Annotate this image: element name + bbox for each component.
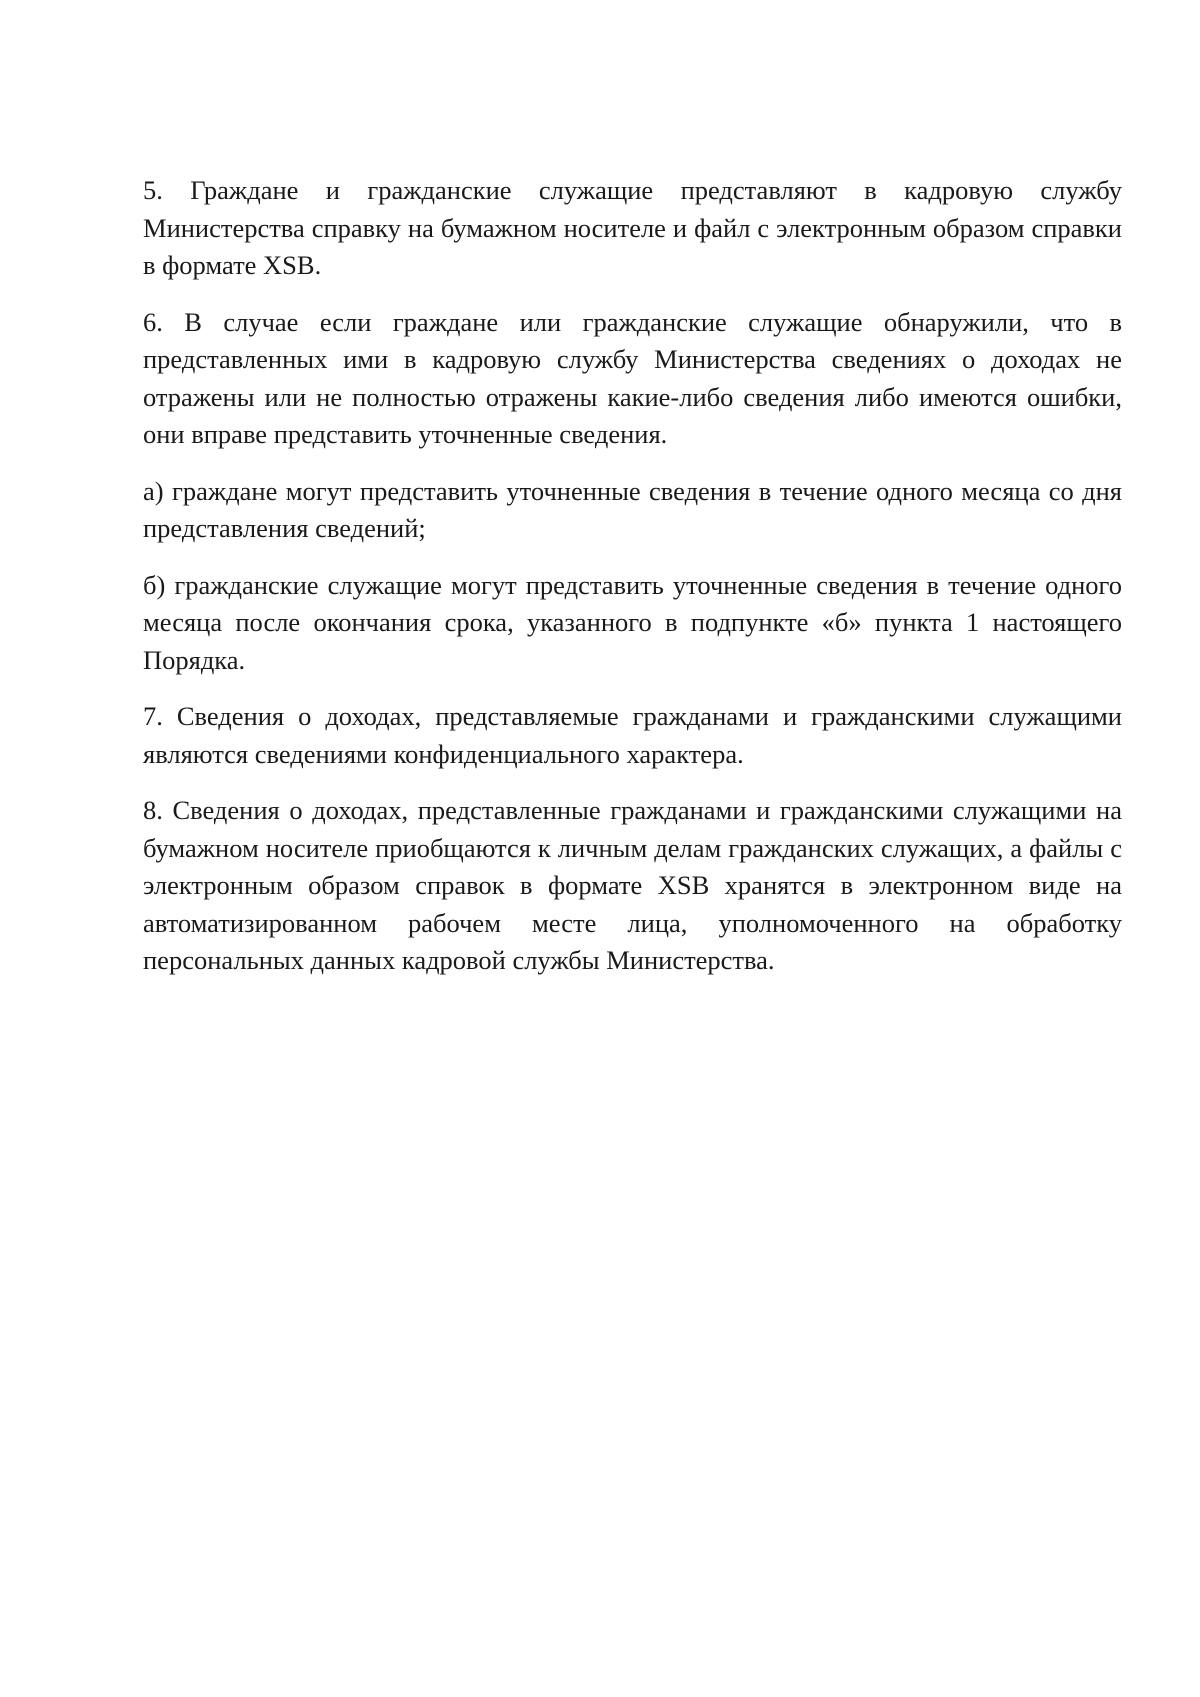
paragraph-subitem-b: б) гражданские служащие могут представить уточненные сведения в течение одного месяца после окончания срока, указанного в подпункте «б» пункта 1 настоящего Порядка. <box>143 569 1122 675</box>
paragraph-item-5: 5. Граждане и гражданские служащие представляют в кадровую службу Министерства справку на бумажном носителе и файл с электронным образом справки в формате XSB. <box>143 175 1122 280</box>
paragraph-subitem-a: а) граждане могут представить уточненные сведения в течение одного месяца со дня представления сведений; <box>143 475 1122 543</box>
paragraph-item-7: 7. Сведения о доходах, представляемые гражданами и гражданскими служащими являются сведениями конфиденциального характера. <box>143 701 1122 769</box>
paragraph-item-6: 6. В случае если граждане или гражданские служащие обнаружили, что в представленных ими в кадровую службу Министерства сведениях о доходах не отражены или не полностью отражены какие-либо сведения либо имеются ошибки, они вправе представить уточненные сведения. <box>143 306 1122 449</box>
document-body <box>143 172 1122 999</box>
paragraph-item-8: 8. Сведения о доходах, представленные гражданами и гражданскими служащими на бумажном носителе приобщаются к личным делам гражданских служащих, а файлы с электронным образом справок в формате XSB хранятся в электронном виде на автоматизированном рабочем месте лица, уполномоченного на обработку персональных данных кадровой службы Министерства. <box>143 795 1122 975</box>
